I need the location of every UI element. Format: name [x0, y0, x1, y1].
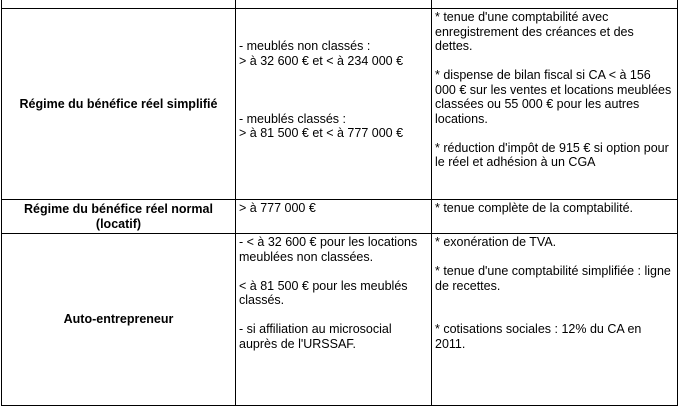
- table-row: [2, 200, 678, 234]
- table-row: [2, 234, 678, 406]
- threshold-text: - < à 32 600 € pour les locations meublées non classées.: [239, 235, 418, 264]
- table-row-top-edge: [2, 0, 678, 9]
- obligation-text: * tenue complète de la comptabilité.: [435, 201, 634, 215]
- obligations-cell: [432, 9, 678, 200]
- threshold-text: - meublés non classés : > à 32 600 € et < à 234 000 €: [239, 39, 404, 68]
- obligation-text: * tenue d'une comptabilité simplifiée : ligne de recettes.: [435, 264, 671, 293]
- table-row: [2, 9, 678, 200]
- threshold-cell: [236, 9, 432, 200]
- threshold-cell: [236, 234, 432, 406]
- table-cell: [2, 0, 236, 9]
- threshold-text: > à 777 000 €: [239, 201, 316, 215]
- table-cell: [432, 0, 678, 9]
- regimes-table: [1, 0, 678, 406]
- threshold-text: < à 81 500 € pour les meublés classés.: [239, 278, 408, 307]
- threshold-text: - si affiliation au microsocial auprès de l'URSSAF.: [239, 322, 392, 351]
- regime-name: Régime du bénéfice réel simplifié: [2, 9, 236, 200]
- obligation-text: * tenue d'une comptabilité avec enregistrement des créances et des dettes.: [435, 10, 634, 53]
- obligation-text: * exonération de TVA.: [435, 235, 557, 249]
- threshold-cell: [236, 200, 432, 234]
- obligation-text: * cotisations sociales : 12% du CA en 2011.: [435, 322, 642, 351]
- regime-name: Régime du bénéfice réel normal (locatif): [2, 200, 236, 234]
- obligation-text: * dispense de bilan fiscal si CA < à 156 000 € sur les ventes et locations meublées classées ou 55 000 € pour les autres locations.: [435, 68, 672, 126]
- table-cell: [236, 0, 432, 9]
- obligations-cell: [432, 234, 678, 406]
- obligations-cell: [432, 200, 678, 234]
- obligation-text: * réduction d'impôt de 915 € si option pour le réel et adhésion à un CGA: [435, 140, 669, 169]
- threshold-text: - meublés classés : > à 81 500 € et < à 777 000 €: [239, 111, 404, 140]
- regime-name: Auto-entrepreneur: [2, 234, 236, 406]
